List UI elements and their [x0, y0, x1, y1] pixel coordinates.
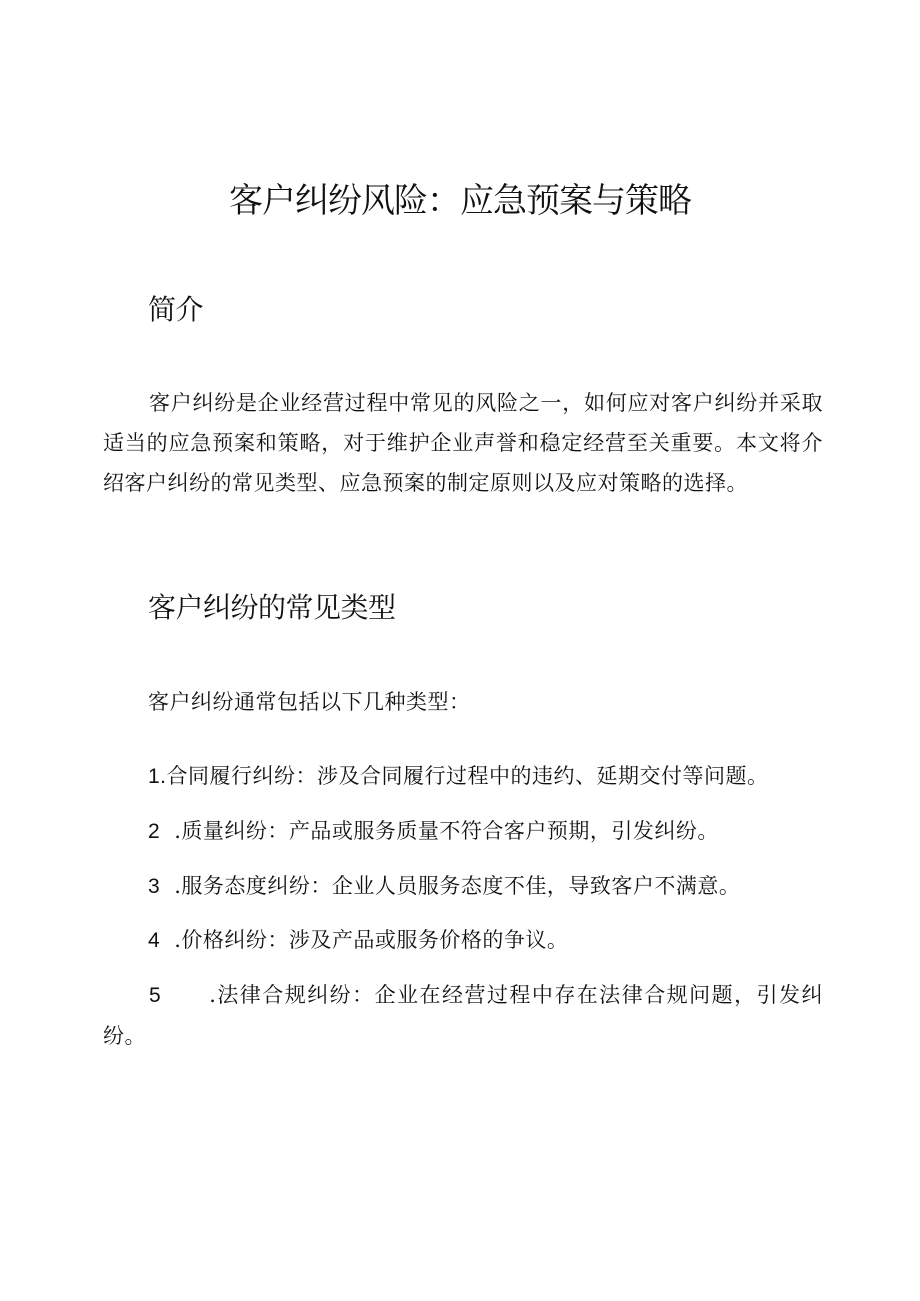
- intro-paragraph: 客户纠纷是企业经营过程中常见的风险之一，如何应对客户纠纷并采取适当的应急预案和策略，对于维护企业声誉和稳定经营至关重要。本文将介绍客户纠纷的常见类型、应急预案的制定原则以及应对策略的选择。: [103, 391, 823, 495]
- list-item-text: .质量纠纷：产品或服务质量不符合客户预期，引发纠纷。: [174, 819, 719, 843]
- list-item-number: 4: [148, 929, 161, 952]
- list-item-text: .价格纠纷：涉及产品或服务价格的争议。: [174, 928, 569, 952]
- document-title: 客户纠纷风险：应急预案与策略: [229, 181, 691, 221]
- list-item-text: .法律合规纠纷：企业在经营过程中存在法律合规问题，引发纠纷。: [103, 983, 823, 1048]
- list-item-text: 合同履行纠纷：涉及合同履行过程中的违约、延期交付等问题。: [166, 764, 769, 788]
- section-heading-intro: 简介: [148, 293, 204, 326]
- list-item: [148, 811, 719, 852]
- section-heading-dispute-types: 客户纠纷的常见类型: [148, 591, 396, 624]
- list-item: [148, 756, 769, 797]
- list-item-text: .服务态度纠纷：企业人员服务态度不佳，导致客户不满意。: [174, 874, 741, 898]
- list-item-number: 5: [149, 984, 162, 1007]
- dispute-types-lead: 客户纠纷通常包括以下几种类型：: [148, 690, 471, 714]
- list-item: [148, 920, 568, 961]
- list-item-number: 2: [148, 820, 161, 843]
- list-item-number: 1.: [148, 765, 167, 788]
- list-item-number: 3: [148, 875, 161, 898]
- list-item: [148, 866, 740, 907]
- list-item: [103, 975, 823, 1056]
